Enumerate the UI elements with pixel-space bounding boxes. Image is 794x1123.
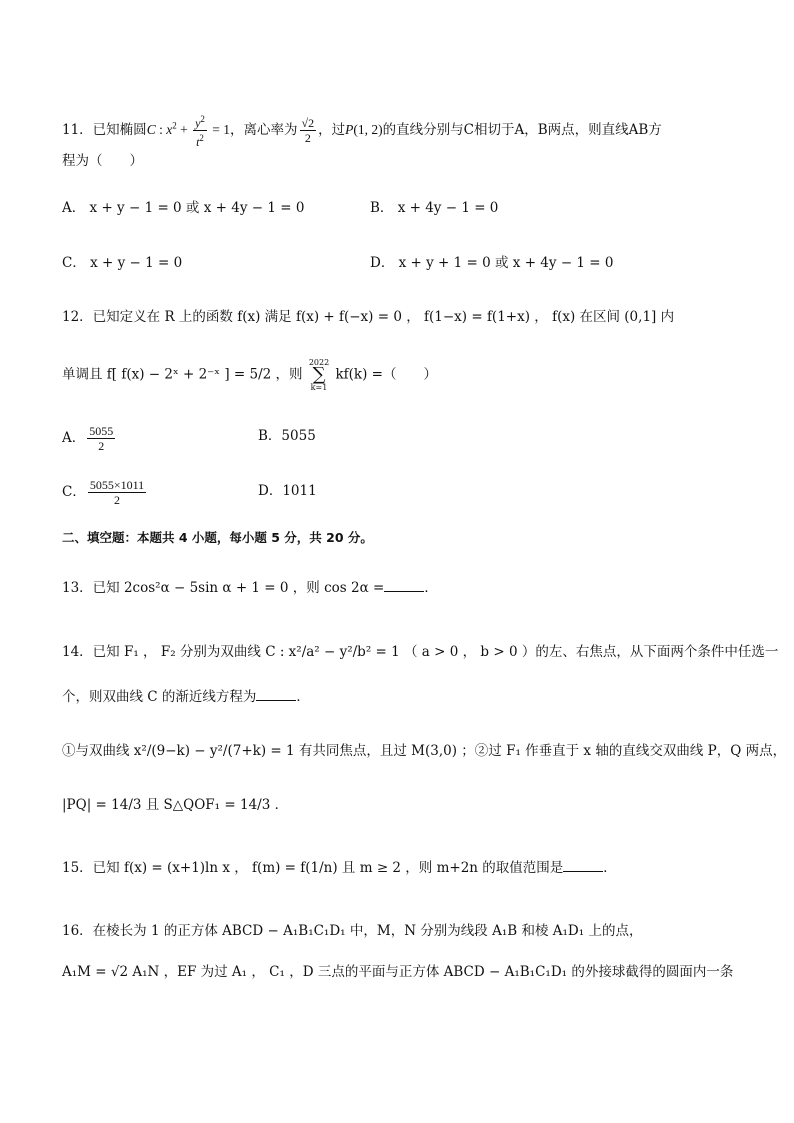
q14-tail: （ a > 0 ， b > 0 ）的左、右焦点，从下面两个条件中任选一	[404, 644, 779, 660]
q11-option-b: B． x + 4y − 1 = 0	[370, 200, 499, 216]
q16-line1: 16．在棱长为 1 的正方体 ABCD − A₁B₁C₁D₁ 中，M，N 分别为线段 A₁B 和棱 A₁D₁ 上的点，	[62, 923, 643, 939]
q14-line2-end: ．	[296, 689, 310, 705]
q14-cond1-tail: 有共同焦点，且过 M(3,0) ；②过 F₁ 作垂直于 x 轴的直线交双曲线 P，Q 两点，	[298, 743, 787, 759]
q11-frac-y2t2: $\frac{y^2}{t^2}$	[195, 114, 205, 149]
q13-end: ．	[424, 580, 438, 596]
q12-option-d: D．1011	[258, 483, 317, 499]
q14-cond1-eq: x²/(9−k) − y²/(7+k) = 1	[133, 743, 295, 759]
q12-option-a	[62, 424, 117, 453]
q12-a-num: 5055	[89, 424, 114, 438]
q13-answer-blank[interactable]	[384, 577, 424, 592]
section-fill-in-heading: 二、填空题：本题共 4 小题，每小题 5 分，共 20 分。	[62, 530, 373, 545]
q12-equation: f[ f(x) − 2ˣ + 2⁻ˣ ] = 5/2	[106, 366, 272, 383]
q11-line2: 程为（ ）	[62, 153, 143, 169]
q14-prefix: 14．已知 F₁ ， F₂ 分别为双曲线	[62, 644, 261, 660]
q14-answer-blank[interactable]	[256, 686, 296, 701]
q12-sum-lower: k=1	[310, 383, 328, 392]
q11-tail: 的直线分别与C相切于A，B两点，则直线AB方	[382, 122, 662, 138]
q11-ellipse: C	[146, 122, 156, 137]
q14-cond1	[62, 741, 786, 761]
q14-line1	[62, 642, 778, 662]
q11-ecc-text: ，离心率为	[230, 122, 298, 138]
q12-c-den: 2	[114, 493, 120, 507]
q11-mid-text: ，过	[318, 122, 346, 138]
q15-text: 15．已知 f(x) = (x+1)ln x ， f(m) = f(1/n) 且 m ≥ 2 ，则 m+2n 的取值范围是	[62, 860, 564, 876]
q12-line1: 12．已知定义在 R 上的函数 f(x) 满足 f(x) + f(−x) = 0 ， f(1−x) = f(1+x) ， f(x) 在区间 (0,1] 内	[62, 309, 675, 325]
q11-prefix: 11．已知椭圆	[62, 122, 147, 138]
q12-a-frac	[87, 424, 115, 453]
q14-line2	[62, 686, 310, 707]
q12-option-c	[62, 478, 148, 507]
q11-option-c: C． x + y − 1 = 0	[62, 255, 183, 271]
q11-option-d: D． x + y + 1 = 0 或 x + 4y − 1 = 0	[370, 255, 614, 271]
q12-c-num: 5055×1011	[89, 478, 145, 492]
q11-line1: 11．已知椭圆C : $x^2$ + $\frac{y^2}{t^2}$ = 1，离心率为 $\frac{√2}{2}$ ，过P(1, 2)的直线分别与C相切于A，B两点，则直线AB方	[62, 114, 662, 149]
q12-sum: 2022 ∑ k=1	[308, 358, 330, 392]
q16-line2: A₁M = √2 A₁N ，EF 为过 A₁ ， C₁ ，D 三点的平面与正方体 ABCD − A₁B₁C₁D₁ 的外接球截得的圆面内一条	[62, 964, 734, 980]
q12-a-den: 2	[98, 439, 105, 453]
q13-line	[62, 577, 438, 598]
q12-option-b: B．5055	[258, 428, 316, 444]
q12-c-label: C．	[62, 484, 86, 500]
q15-answer-blank[interactable]	[563, 857, 603, 872]
q12-prefix: 单调且	[62, 366, 103, 383]
q12-c-frac	[88, 478, 146, 507]
q14-line2-text: 个，则双曲线 C 的渐近线方程为	[62, 689, 257, 705]
q13-text: 13．已知 2cos²α − 5sin α + 1 = 0 ，则 cos 2α =	[62, 580, 385, 596]
q14-hyperbola: C : x²/a² − y²/b² = 1	[265, 644, 400, 660]
q14-cond1-prefix: ①与双曲线	[62, 743, 130, 759]
q12-sum-upper: 2022	[308, 358, 330, 367]
q12-sum-body: kf(k) =（ ）	[335, 366, 437, 383]
q12-mid: ，则	[275, 366, 303, 383]
q14-cond2: |PQ| = 14/3 且 S△QOF₁ = 14/3 ．	[62, 797, 289, 813]
q12-line2	[62, 358, 437, 392]
q11-ecc-frac: $\frac{√2}{2}$	[301, 116, 315, 145]
q11-option-a: A． x + y − 1 = 0 或 x + 4y − 1 = 0	[62, 200, 305, 216]
q15-line	[62, 857, 617, 878]
q12-a-label: A．	[62, 430, 86, 446]
q15-end: ．	[603, 860, 617, 876]
